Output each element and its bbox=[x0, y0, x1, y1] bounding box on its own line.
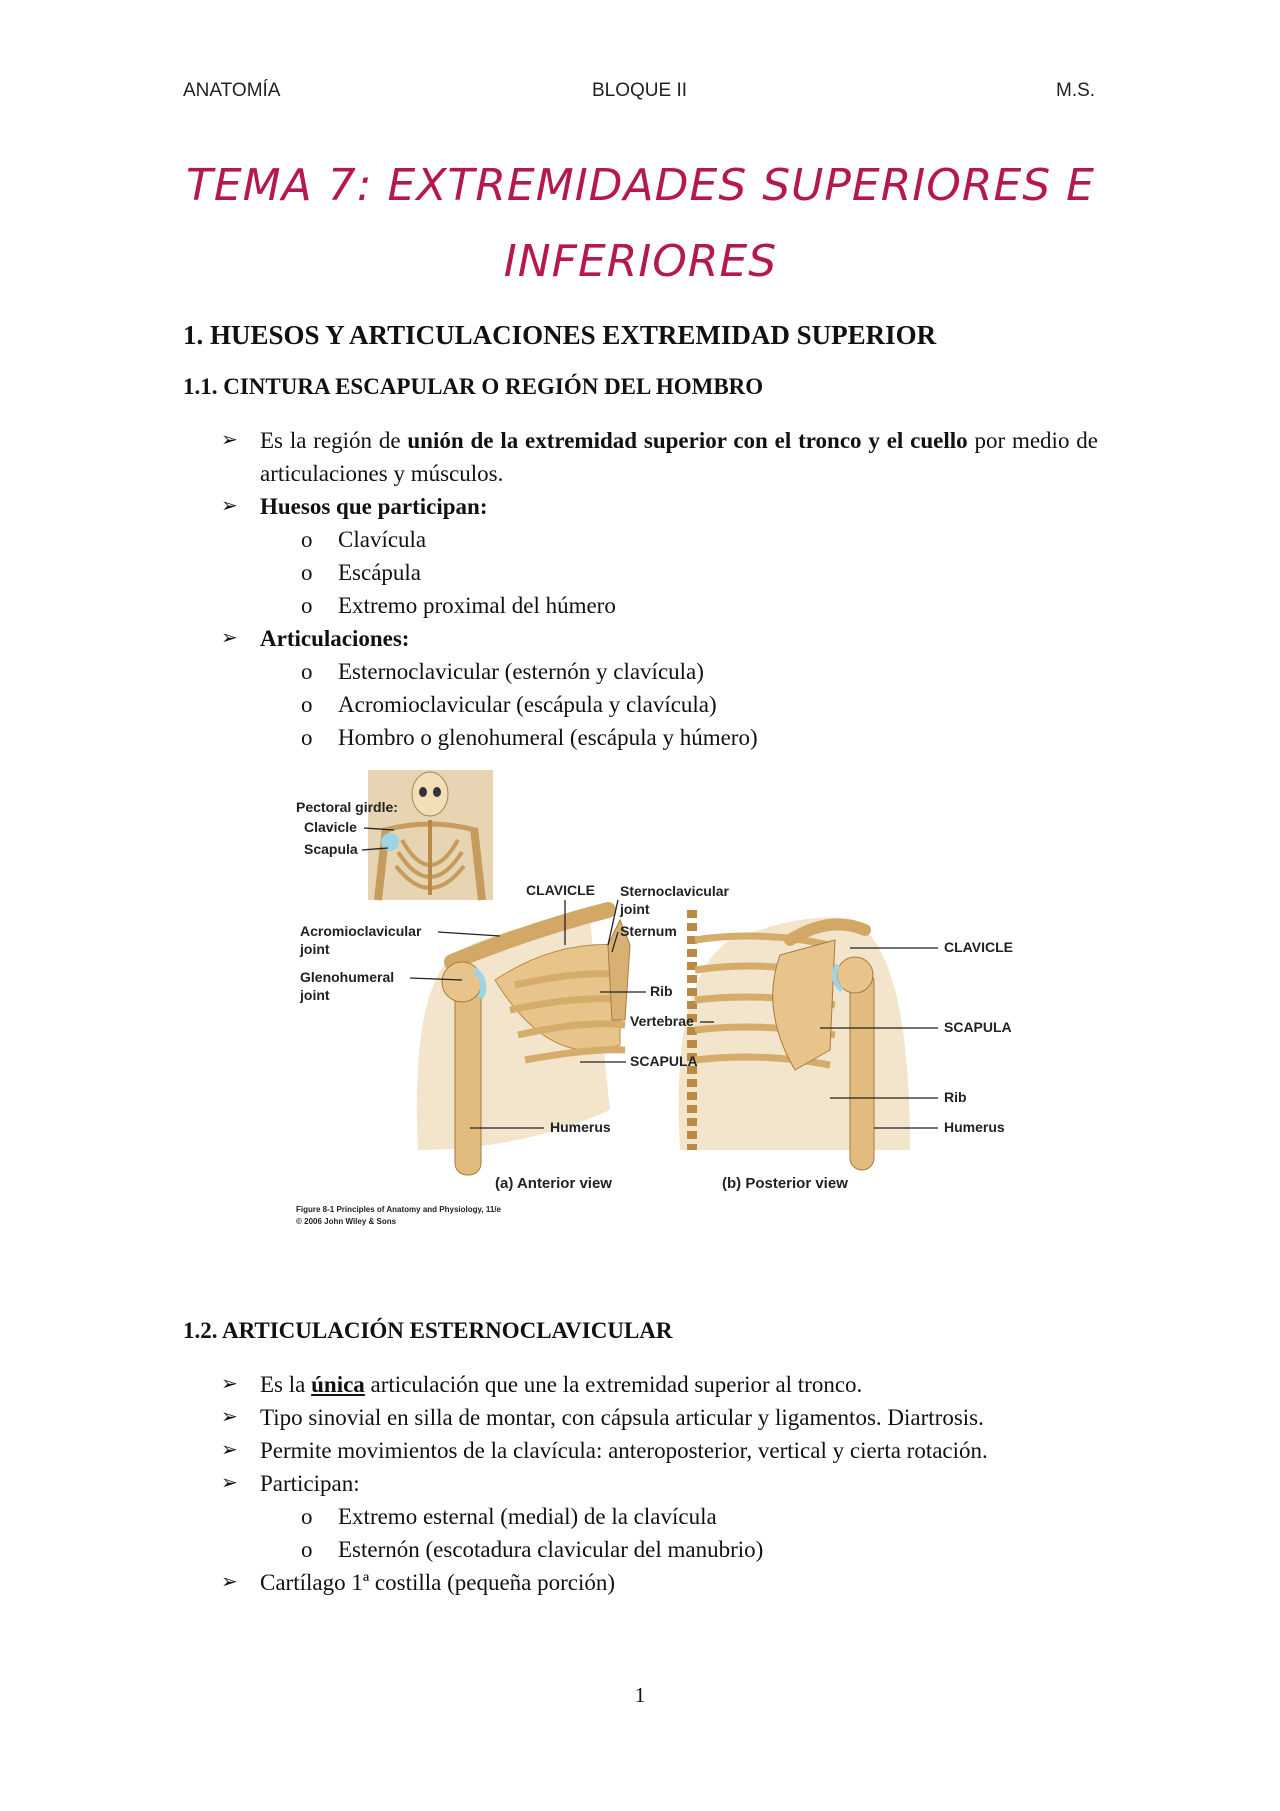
header-left: ANATOMÍA bbox=[183, 80, 281, 101]
sub-item-text: Acromioclavicular (escápula y clavícula) bbox=[338, 692, 717, 717]
subsection-1-2-heading: 1.2. ARTICULACIÓN ESTERNOCLAVICULAR bbox=[183, 1318, 673, 1343]
bullet-item bbox=[183, 1434, 1098, 1467]
bullet-text: por medio de articulaciones y músculos. bbox=[260, 428, 1098, 486]
sub-item bbox=[183, 655, 1098, 688]
bullet-bold-text: Huesos que participan: bbox=[260, 494, 488, 519]
bullet-text: Es la bbox=[260, 1372, 312, 1397]
arrow-bullet-icon: ➢ bbox=[221, 1571, 238, 1593]
sub-item-text: Esternón (escotadura clavicular del manubrio) bbox=[338, 1537, 764, 1562]
sub-item bbox=[183, 721, 1098, 754]
arrow-bullet-icon: ➢ bbox=[221, 1373, 238, 1395]
title-line-1: TEMA 7: EXTREMIDADES SUPERIORES E bbox=[186, 160, 1095, 211]
sub-item-text: Esternoclavicular (esternón y clavícula) bbox=[338, 659, 704, 684]
bullet-item bbox=[183, 1566, 1098, 1599]
label-sternum: Sternum bbox=[620, 923, 677, 939]
sub-item-text: Escápula bbox=[338, 560, 422, 585]
arrow-bullet-icon: ➢ bbox=[221, 1406, 238, 1428]
label-scapula-posterior: SCAPULA bbox=[944, 1019, 1012, 1035]
label-acromioclavicular-2: joint bbox=[300, 941, 330, 957]
label-clavicle-posterior: CLAVICLE bbox=[944, 939, 1013, 955]
header-right: M.S. bbox=[1056, 80, 1096, 101]
label-scapula-small: Scapula bbox=[304, 841, 358, 857]
bullet-item bbox=[183, 1368, 1098, 1401]
caption-posterior-view: (b) Posterior view bbox=[722, 1175, 848, 1192]
bullet-bold-text: Articulaciones: bbox=[260, 626, 410, 651]
label-glenohumeral-2: joint bbox=[300, 987, 330, 1003]
sub-item bbox=[183, 1533, 1098, 1566]
bullet-item bbox=[183, 424, 1098, 490]
skeleton-thumbnail-illustration bbox=[368, 770, 493, 900]
sub-item bbox=[183, 556, 1098, 589]
bullet-text: Es la región de bbox=[260, 428, 408, 453]
label-clavicle-small: Clavicle bbox=[304, 819, 357, 835]
circle-bullet-icon: o bbox=[301, 1537, 313, 1562]
posterior-view-illustration bbox=[679, 910, 910, 1170]
bullet-emphasis-text: única bbox=[311, 1372, 365, 1397]
arrow-bullet-icon: ➢ bbox=[221, 1472, 238, 1494]
caption-anterior-view: (a) Anterior view bbox=[495, 1175, 612, 1192]
circle-bullet-icon: o bbox=[301, 527, 313, 552]
bullet-text: Permite movimientos de la clavícula: anteroposterior, vertical y cierta rotación. bbox=[260, 1438, 988, 1463]
anterior-view-illustration bbox=[417, 910, 630, 1175]
pectoral-girdle-figure bbox=[290, 770, 1030, 1235]
title-line-2: INFERIORES bbox=[503, 236, 778, 287]
label-humerus: Humerus bbox=[550, 1119, 611, 1135]
label-sternoclavicular-2: joint bbox=[620, 901, 650, 917]
page-number: 1 bbox=[634, 1683, 646, 1707]
label-acromioclavicular-1: Acromioclavicular bbox=[300, 923, 422, 939]
label-rib: Rib bbox=[650, 983, 673, 999]
bullet-item bbox=[183, 1401, 1098, 1434]
sub-item bbox=[183, 1500, 1098, 1533]
subsection-1-1-list bbox=[183, 424, 1098, 754]
sub-item-text: Extremo esternal (medial) de la clavícula bbox=[338, 1504, 717, 1529]
arrow-bullet-icon: ➢ bbox=[221, 1439, 238, 1461]
sub-item-text: Hombro o glenohumeral (escápula y húmero) bbox=[338, 725, 758, 750]
section-1-heading: 1. HUESOS Y ARTICULACIONES EXTREMIDAD SUPERIOR bbox=[183, 320, 937, 350]
header-center: BLOQUE II bbox=[592, 80, 688, 101]
label-glenohumeral-1: Glenohumeral bbox=[300, 969, 395, 985]
circle-bullet-icon: o bbox=[301, 560, 313, 585]
label-scapula-anterior: SCAPULA bbox=[630, 1053, 698, 1069]
circle-bullet-icon: o bbox=[301, 692, 313, 717]
subsection-1-2-list bbox=[183, 1368, 1098, 1599]
bullet-text: articulación que une la extremidad superior al tronco. bbox=[364, 1372, 863, 1397]
bullet-text: Tipo sinovial en silla de montar, con cápsula articular y ligamentos. Diartrosis. bbox=[260, 1405, 984, 1430]
arrow-bullet-icon: ➢ bbox=[221, 627, 238, 649]
subsection-1-1-heading: 1.1. CINTURA ESCAPULAR O REGIÓN DEL HOMBRO bbox=[183, 374, 764, 399]
sub-item-text: Extremo proximal del húmero bbox=[338, 593, 616, 618]
label-rib-posterior: Rib bbox=[944, 1089, 967, 1105]
arrow-bullet-icon: ➢ bbox=[221, 429, 238, 451]
label-pectoral-girdle: Pectoral girdle: bbox=[296, 799, 398, 815]
sub-item bbox=[183, 523, 1098, 556]
page-title bbox=[183, 148, 1098, 300]
bullet-text: Cartílago 1ª costilla (pequeña porción) bbox=[260, 1570, 616, 1595]
circle-bullet-icon: o bbox=[301, 1504, 313, 1529]
figure-credit-1: Figure 8-1 Principles of Anatomy and Physiology, 11/e bbox=[296, 1205, 501, 1214]
bullet-bold-text: unión de la extremidad superior con el tronco y el cuello bbox=[407, 428, 968, 453]
sub-item bbox=[183, 688, 1098, 721]
label-clavicle-anterior: CLAVICLE bbox=[526, 882, 595, 898]
bullet-item bbox=[183, 490, 1098, 523]
bullet-text: Participan: bbox=[260, 1471, 360, 1496]
bullet-item bbox=[183, 1467, 1098, 1500]
circle-bullet-icon: o bbox=[301, 593, 313, 618]
sub-item-text: Clavícula bbox=[338, 527, 427, 552]
circle-bullet-icon: o bbox=[301, 659, 313, 684]
arrow-bullet-icon: ➢ bbox=[221, 495, 238, 517]
bullet-item bbox=[183, 622, 1098, 655]
circle-bullet-icon: o bbox=[301, 725, 313, 750]
label-vertebrae: Vertebrae bbox=[630, 1013, 694, 1029]
label-humerus-posterior: Humerus bbox=[944, 1119, 1005, 1135]
sub-item bbox=[183, 589, 1098, 622]
label-sternoclavicular-1: Sternoclavicular bbox=[620, 883, 729, 899]
figure-credit-2: © 2006 John Wiley & Sons bbox=[296, 1217, 397, 1226]
